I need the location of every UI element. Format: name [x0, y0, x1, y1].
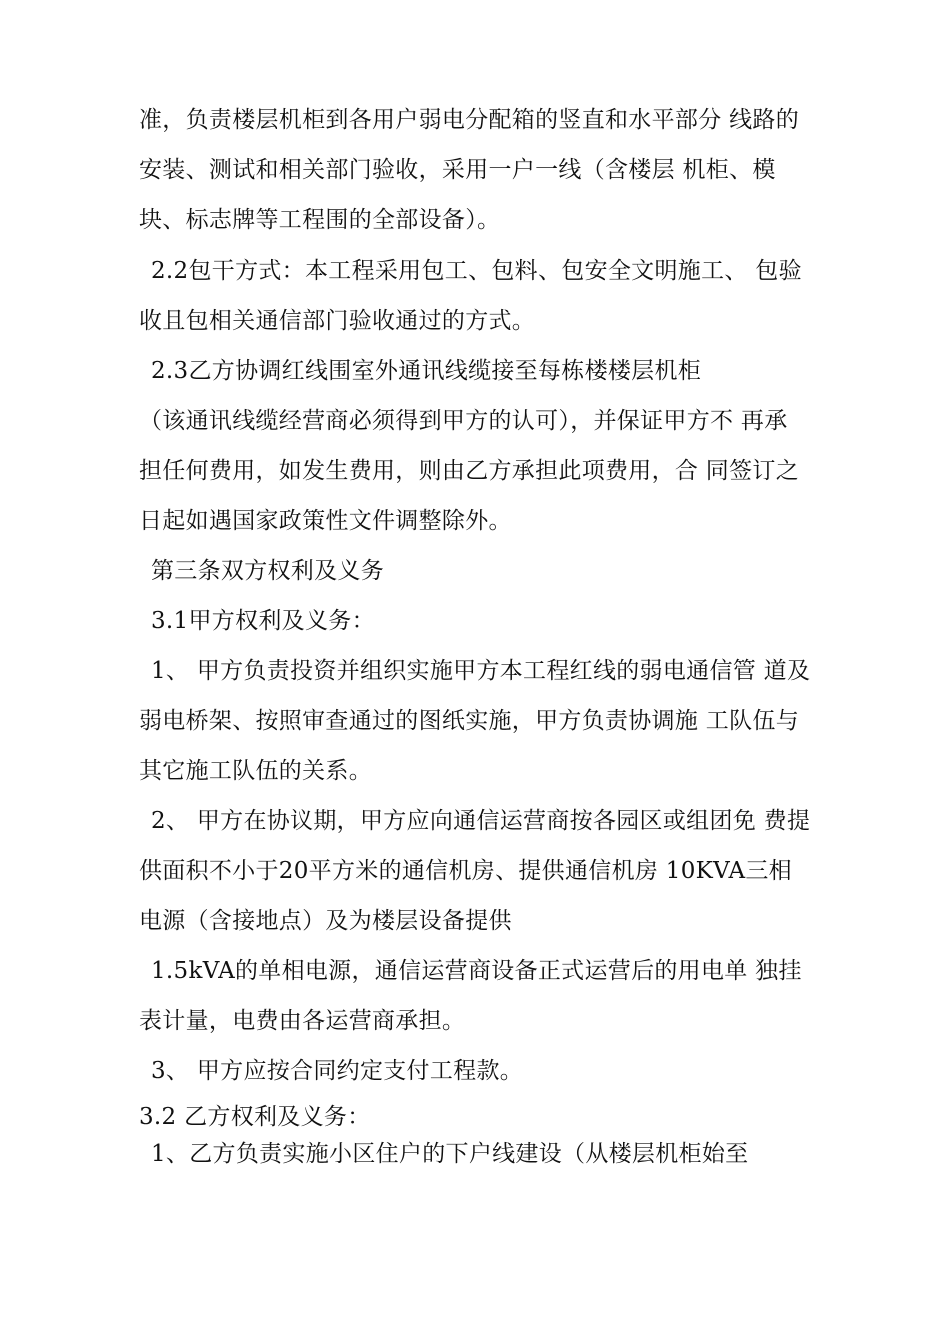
text-line: 2.3乙方协调红线围室外通讯线缆接至每栋楼楼层机柜 — [151, 358, 702, 384]
text-line: 块、标志牌等工程围的全部设备）。 — [139, 207, 501, 233]
section-heading: 第三条双方权利及义务 — [151, 558, 384, 584]
text-line: 2、 甲方在协议期，甲方应向通信运营商按各园区或组团免 费提 — [151, 808, 811, 834]
text-line: 其它施工队伍的关系。 — [139, 758, 372, 784]
subsection-heading: 3.1甲方权利及义务： — [151, 608, 375, 634]
text-line: 3、 甲方应按合同约定支付工程款。 — [151, 1058, 524, 1084]
text-line: 1、 甲方负责投资并组织实施甲方本工程红线的弱电通信管 道及 — [151, 658, 811, 684]
text-line: 弱电桥架、按照审查通过的图纸实施，甲方负责协调施 工队伍与 — [139, 708, 800, 734]
text-line: 1.5kVA的单相电源，通信运营商设备正式运营后的用电单 独挂 — [151, 958, 802, 984]
text-line: 1、乙方负责实施小区住户的下户线建设（从楼层机柜始至 — [151, 1141, 749, 1167]
text-line: 收且包相关通信部门验收通过的方式。 — [139, 308, 536, 334]
text-line: （该通讯线缆经营商必须得到甲方的认可），并保证甲方不 再承 — [139, 408, 788, 434]
text-line: 供面积不小于20平方米的通信机房、提供通信机房 10KVA三相 — [139, 858, 792, 884]
text-line: 电源（含接地点）及为楼层设备提供 — [139, 908, 512, 934]
subsection-heading: 3.2 乙方权利及义务： — [139, 1104, 371, 1130]
text-line: 2.2包干方式：本工程采用包工、包料、包安全文明施工、 包验 — [151, 258, 802, 284]
text-line: 日起如遇国家政策性文件调整除外。 — [139, 508, 512, 534]
text-line: 担任何费用，如发生费用，则由乙方承担此项费用，合 同签订之 — [139, 458, 800, 484]
text-line: 表计量，电费由各运营商承担。 — [139, 1008, 466, 1034]
text-line: 准，负责楼层机柜到各用户弱电分配箱的竖直和水平部分 线路的 — [139, 107, 800, 133]
text-line: 安装、测试和相关部门验收，采用一户一线（含楼层 机柜、模 — [139, 157, 776, 183]
